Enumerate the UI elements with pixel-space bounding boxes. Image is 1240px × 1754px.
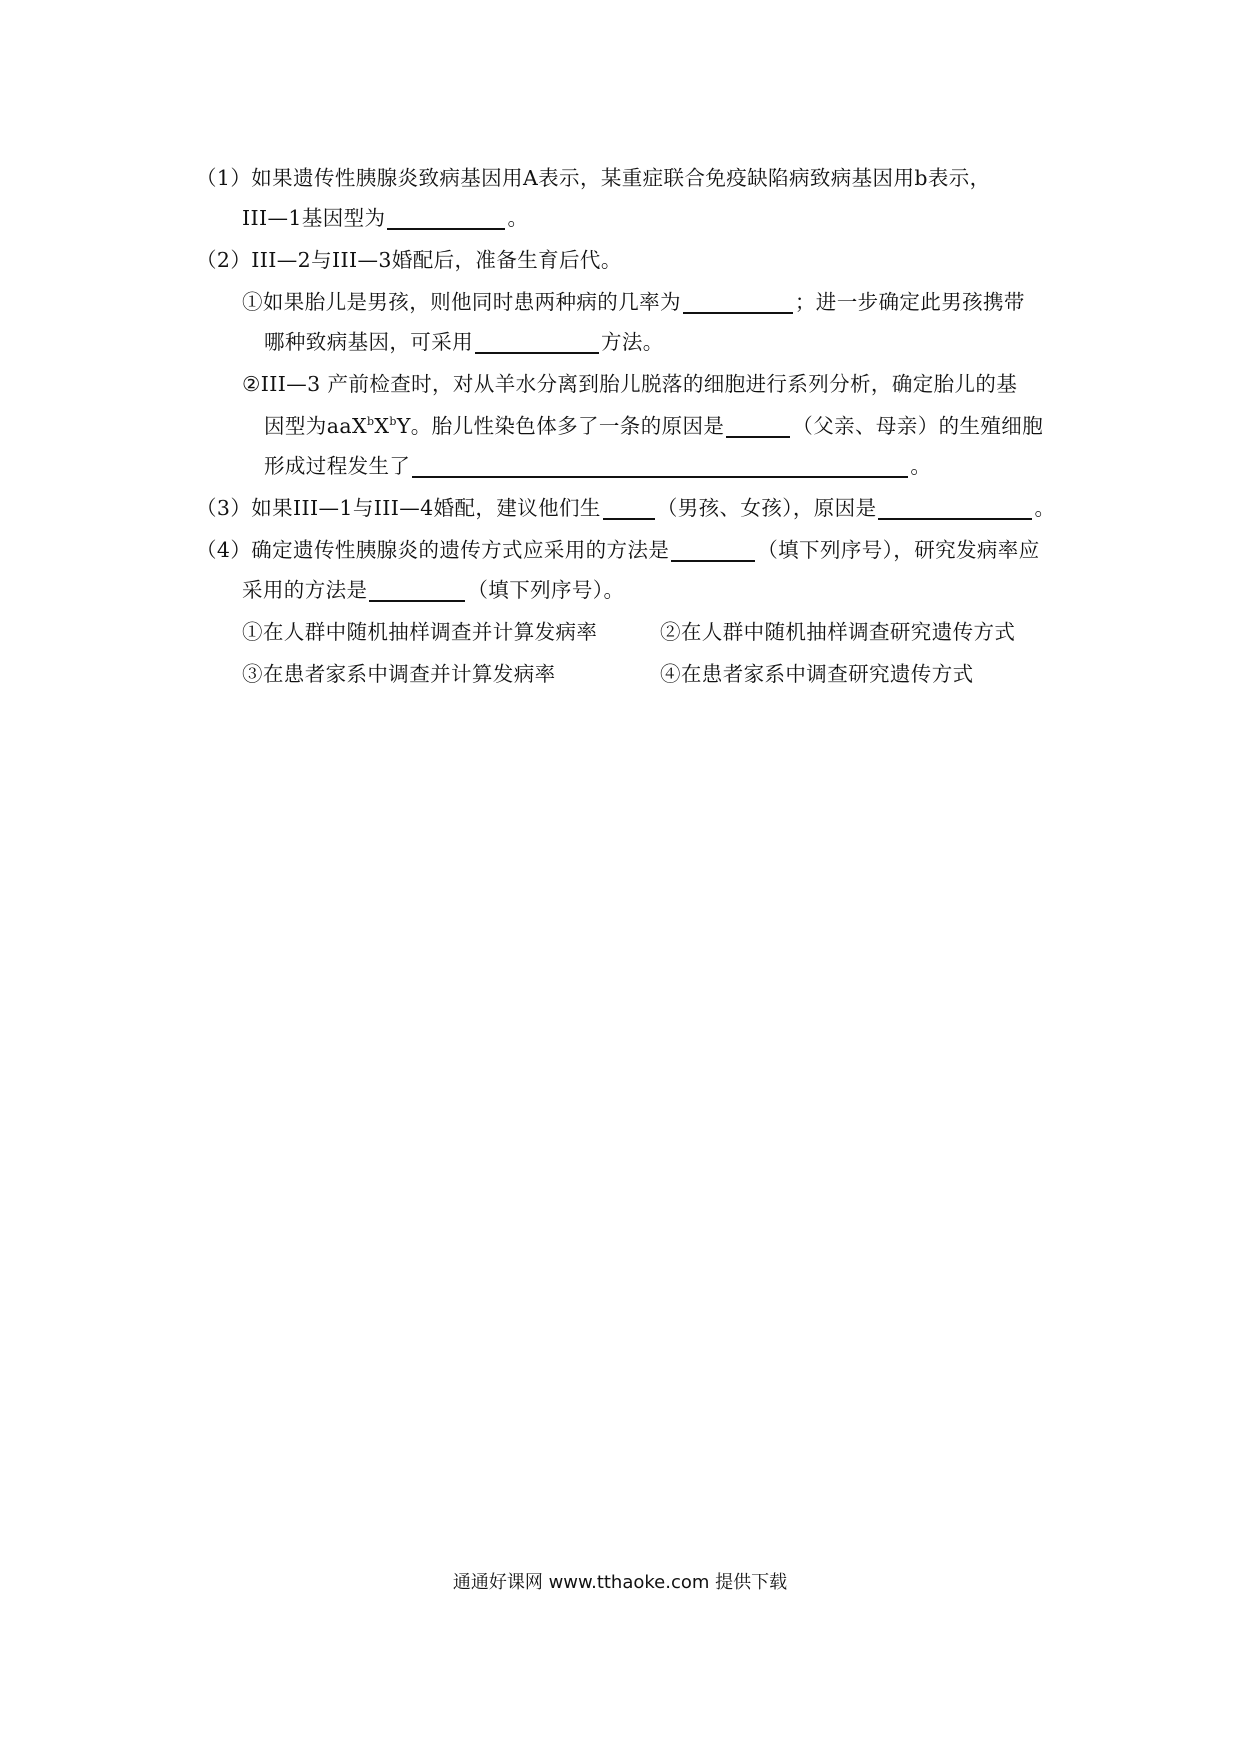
q2-sub2-line3: 形成过程发生了 。 <box>264 454 932 478</box>
option-3: ③在患者家系中调查并计算发病率 <box>242 662 556 686</box>
footer-credit: 通通好课网 www.tthaoke.com 提供下载 <box>452 1572 788 1593</box>
q4-line2: 采用的方法是 （填下列序号）。 <box>242 578 625 602</box>
answer-blank-q3a[interactable] <box>603 496 655 520</box>
answer-blank-q1[interactable] <box>387 206 505 230</box>
q2-sub2-line1: ②III—3 产前检查时，对从羊水分离到胎儿脱落的细胞进行系列分析，确定胎儿的基 <box>242 372 1018 396</box>
q2-sub1-line2: 哪种致病基因，可采用 方法。 <box>264 330 664 354</box>
option-4: ④在患者家系中调查研究遗传方式 <box>660 662 974 686</box>
q2-sub2-line2: 因型为$aaX^bX^bY$。胎儿性染色体多了一条的原因是 （父亲、母亲）的生殖细胞 <box>264 414 1044 438</box>
q1-line1: （1）如果遗传性胰腺炎致病基因用A表示，某重症联合免疫缺陷病致病基因用b表示， <box>196 166 991 190</box>
option-1: ①在人群中随机抽样调查并计算发病率 <box>242 620 598 644</box>
option-2: ②在人群中随机抽样调查研究遗传方式 <box>660 620 1016 644</box>
q3-line: （3）如果III—1与III—4婚配，建议他们生 （男孩、女孩），原因是 。 <box>196 496 1056 520</box>
answer-blank-q2-2a[interactable] <box>726 414 790 438</box>
answer-blank-q4a[interactable] <box>671 538 755 562</box>
answer-blank-q2-2b[interactable] <box>412 454 908 478</box>
answer-blank-q4b[interactable] <box>369 578 465 602</box>
q2-sub1-line1: ①如果胎儿是男孩，则他同时患两种病的几率为 ；进一步确定此男孩携带 <box>242 290 1025 314</box>
answer-blank-q2-1a[interactable] <box>683 290 793 314</box>
answer-blank-q3b[interactable] <box>878 496 1032 520</box>
answer-blank-q2-1b[interactable] <box>475 330 599 354</box>
q1-line2: III—1基因型为 。 <box>242 206 529 230</box>
q2-line1: （2）III—2与III—3婚配后，准备生育后代。 <box>196 248 622 272</box>
q4-line1: （4）确定遗传性胰腺炎的遗传方式应采用的方法是 （填下列序号），研究发病率应 <box>196 538 1040 562</box>
